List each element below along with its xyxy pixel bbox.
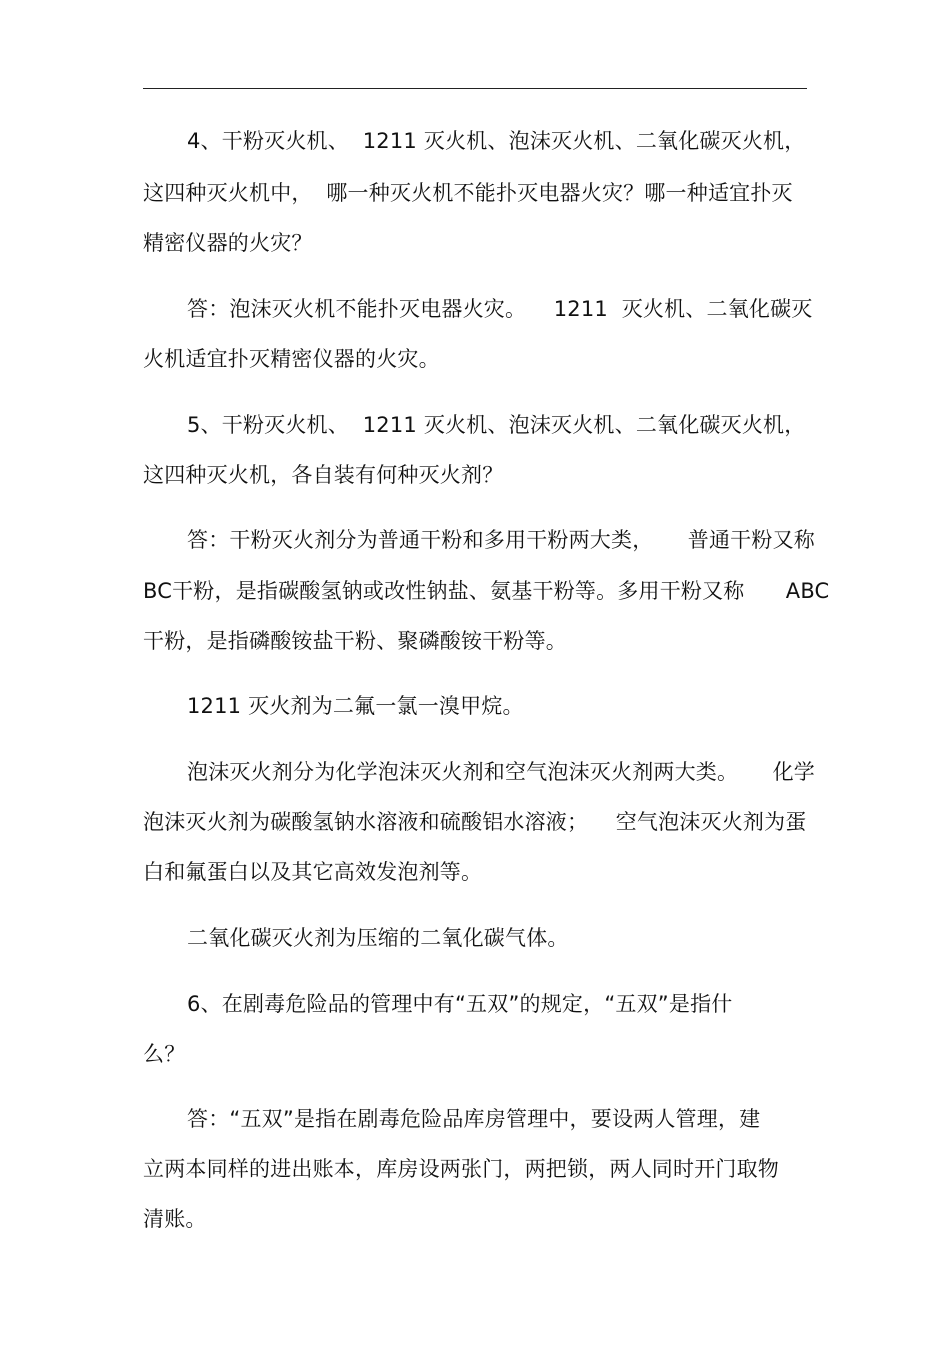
answer-6-line-2: 立两本同样的进出账本，库房设两张门，两把锁，两人同时开门取物 bbox=[143, 1157, 779, 1181]
answer-5-line-2: BC干粉，是指碳酸氢钠或改性钠盐、氨基干粉等。多用干粉又称 ABC bbox=[143, 579, 830, 603]
question-5-line-2: 这四种灭火机，各自装有何种灭火剂？ bbox=[143, 463, 504, 487]
answer-5-line-3: 干粉，是指磷酸铵盐干粉、聚磷酸铵干粉等。 bbox=[143, 629, 567, 653]
header-rule bbox=[143, 88, 807, 89]
question-5-line-1: 5、干粉灭火机、 1211 灭火机、泡沫灭火机、二氧化碳灭火机， bbox=[187, 413, 806, 437]
question-6-line-1: 6、在剧毒危险品的管理中有“五双”的规定，“五双”是指什 bbox=[187, 992, 733, 1016]
answer-5-para-1211: 1211 灭火剂为二氟一氯一溴甲烷。 bbox=[187, 694, 524, 718]
answer-4-line-1: 答：泡沫灭火机不能扑灭电器火灾。 1211 灭火机、二氧化碳灭 bbox=[187, 297, 813, 321]
question-6-line-2: 么？ bbox=[143, 1042, 186, 1066]
answer-5-line-1: 答：干粉灭火剂分为普通干粉和多用干粉两大类， 普通干粉又称 bbox=[187, 528, 815, 552]
answer-5-foam-line-1: 泡沫灭火剂分为化学泡沫灭火剂和空气泡沫灭火剂两大类。 化学 bbox=[187, 760, 815, 784]
answer-6-line-3: 清账。 bbox=[143, 1207, 207, 1231]
question-4-line-3: 精密仪器的火灾？ bbox=[143, 231, 313, 255]
answer-5-foam-line-2: 泡沫灭火剂为碳酸氢钠水溶液和硫酸铝水溶液； 空气泡沫灭火剂为蛋 bbox=[143, 810, 807, 834]
question-4-line-2: 这四种灭火机中， 哪一种灭火机不能扑灭电器火灾？哪一种适宜扑灭 bbox=[143, 181, 793, 205]
answer-6-line-1: 答：“五双”是指在剧毒危险品库房管理中，要设两人管理，建 bbox=[187, 1107, 761, 1131]
question-4-line-1: 4、干粉灭火机、 1211 灭火机、泡沫灭火机、二氧化碳灭火机， bbox=[187, 129, 806, 153]
answer-5-co2: 二氧化碳灭火剂为压缩的二氧化碳气体。 bbox=[187, 926, 569, 950]
answer-4-line-2: 火机适宜扑灭精密仪器的火灾。 bbox=[143, 347, 440, 371]
answer-5-foam-line-3: 白和氟蛋白以及其它高效发泡剂等。 bbox=[143, 860, 483, 884]
